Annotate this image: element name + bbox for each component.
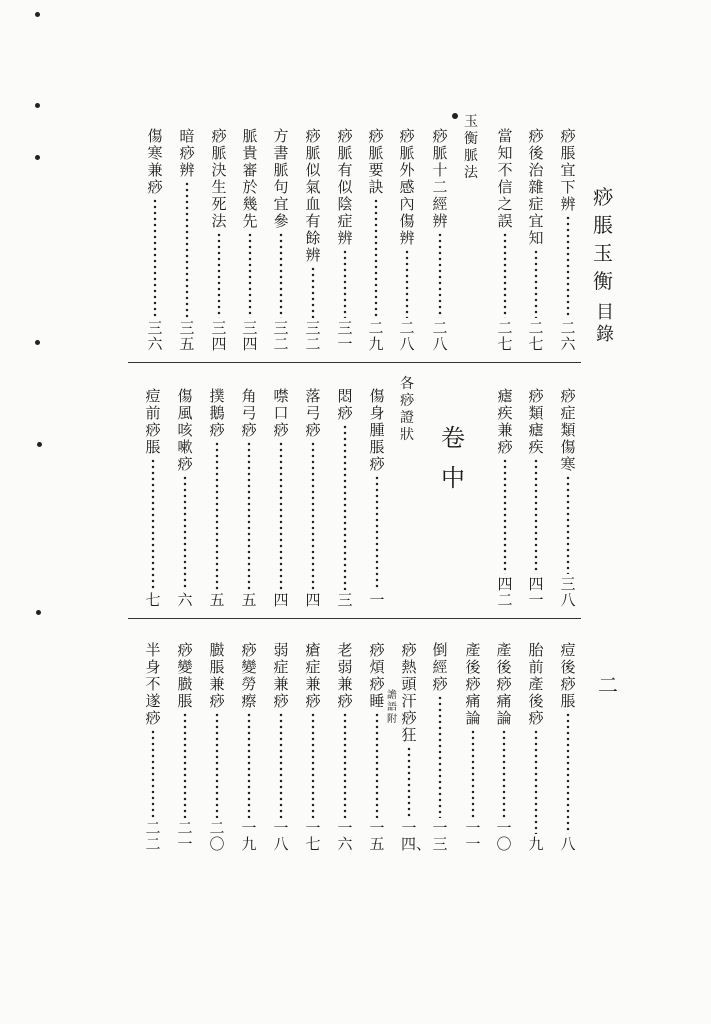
leader-dots	[247, 712, 251, 818]
margin-mark	[35, 155, 40, 160]
toc-entry-page: 六	[177, 591, 193, 609]
toc-entry[interactable]	[427, 128, 453, 352]
toc-entry-title: 暗痧辨	[179, 127, 195, 179]
leader-dots	[153, 198, 157, 318]
leader-dots	[279, 232, 283, 318]
toc-entry-page: 三八	[560, 575, 576, 609]
annotation-note: 譫語附	[387, 690, 397, 725]
toc-entry-title: 痧變臌脹	[177, 641, 193, 710]
toc-entry-page: 一一	[465, 819, 481, 853]
margin-mark	[37, 442, 42, 447]
toc-entry-title: 胎前產後痧	[528, 641, 544, 727]
toc-entry-page: 二九	[368, 319, 384, 353]
toc-entry-title: 瘡症兼痧	[305, 641, 321, 710]
block2-heading: 各痧證狀	[400, 376, 414, 443]
leader-dots	[215, 712, 219, 818]
margin-mark	[35, 103, 40, 108]
toc-entry[interactable]	[140, 642, 166, 852]
divider-bottom	[128, 618, 581, 619]
toc-entry-page: 二七	[528, 319, 544, 353]
toc-entry[interactable]	[427, 642, 453, 852]
leader-dots	[183, 712, 187, 818]
toc-entry-title: 痧變勞瘵	[241, 641, 257, 710]
toc-entry[interactable]	[523, 128, 549, 352]
toc-entry[interactable]	[332, 388, 358, 608]
toc-entry-page: 三二	[305, 319, 321, 353]
leader-dots	[534, 458, 538, 574]
toc-entry[interactable]	[491, 642, 517, 852]
toc-entry[interactable]	[300, 642, 326, 852]
toc-entry[interactable]	[268, 388, 294, 608]
toc-entry-page: 四二	[497, 575, 513, 609]
toc-entry[interactable]	[300, 388, 326, 608]
toc-entry-title: 痧脈十二經辨	[432, 127, 448, 230]
toc-entry[interactable]	[492, 128, 518, 352]
toc-entry-page: 一七	[305, 819, 321, 853]
toc-entry-title: 傷身腫脹痧	[369, 387, 385, 473]
toc-entry[interactable]	[523, 642, 549, 852]
toc-entry-page: 二二	[145, 819, 161, 853]
margin-mark	[36, 610, 41, 615]
leader-dots	[407, 746, 411, 818]
toc-entry-page: 三六	[147, 319, 163, 353]
leader-dots	[217, 232, 221, 318]
toc-entry-title: 痧脈似氣血有餘辨	[305, 127, 321, 264]
toc-entry-page: 三一	[337, 319, 353, 353]
toc-entry[interactable]	[364, 642, 390, 852]
toc-entry-title: 產後痧痛論	[465, 641, 481, 727]
toc-entry-page: 三四	[211, 319, 227, 353]
toc-entry[interactable]	[174, 128, 200, 352]
toc-entry-page: 一六	[337, 819, 353, 853]
leader-dots	[215, 441, 219, 590]
toc-entry-title: 痧脈外感內傷辨	[399, 127, 415, 247]
toc-entry-title: 痧脈有似陰症辨	[337, 127, 353, 247]
toc-entry[interactable]	[140, 388, 166, 608]
toc-entry-title: 噤口痧	[273, 387, 289, 439]
leader-dots	[151, 729, 155, 818]
leader-dots	[343, 249, 347, 318]
toc-entry-title: 痧熱頭汗痧狂	[401, 641, 417, 744]
toc-entry-page: 四	[305, 591, 321, 609]
leader-dots	[534, 729, 538, 834]
leader-dots	[311, 441, 315, 590]
toc-entry-title: 傷風咳嗽痧	[177, 387, 193, 473]
toc-entry-page: 二八	[432, 319, 448, 353]
toc-entry[interactable]	[268, 642, 294, 852]
leader-dots	[247, 441, 251, 590]
toc-entry-title: 痧後治雜症宜知	[528, 127, 544, 247]
toc-entry[interactable]	[460, 642, 486, 852]
leader-dots	[438, 695, 442, 818]
toc-entry-title: 傷寒兼痧	[147, 127, 163, 196]
toc-entry[interactable]	[206, 128, 232, 352]
toc-entry-title: 脈貴審於幾先	[242, 127, 258, 230]
toc-entry-page: 二〇	[209, 819, 225, 853]
toc-entry-title: 痧煩痧睡	[369, 641, 385, 710]
toc-entry[interactable]	[268, 128, 294, 352]
toc-entry-page: 一五	[369, 819, 385, 853]
toc-entry-page: 二八	[399, 319, 415, 353]
page-number: 二	[598, 673, 618, 697]
leader-dots	[375, 475, 379, 590]
toc-entry-title: 當知不信之誤	[497, 127, 513, 230]
leader-dots	[471, 729, 475, 818]
toc-entry[interactable]	[300, 128, 326, 352]
margin-mark	[452, 113, 458, 119]
leader-dots	[503, 232, 507, 318]
margin-mark	[35, 12, 40, 17]
toc-entry-title: 痧類瘧疾	[528, 387, 544, 456]
toc-entry[interactable]	[492, 388, 518, 608]
toc-entry-page: 三四	[242, 319, 258, 353]
leader-dots	[311, 266, 315, 318]
toc-entry[interactable]	[396, 641, 432, 853]
toc-entry[interactable]	[364, 388, 390, 608]
toc-entry-title: 痧症類傷寒	[560, 387, 576, 473]
toc-entry[interactable]	[237, 128, 263, 352]
toc-entry-page: 三五	[179, 319, 195, 353]
toc-entry-title: 產後痧痛論	[496, 641, 512, 727]
toc-entry[interactable]	[332, 128, 358, 352]
toc-entry-page: 一四、	[401, 819, 432, 853]
toc-entry-title: 悶痧	[337, 387, 353, 422]
leader-dots	[503, 458, 507, 574]
toc-entry[interactable]	[172, 642, 198, 852]
toc-entry-title: 臌脹兼痧	[209, 641, 225, 710]
toc-entry-page: 五	[241, 591, 257, 609]
toc-entry-title: 痧脹宜下辨	[560, 127, 576, 213]
divider-top	[128, 362, 581, 363]
leader-dots	[183, 475, 187, 590]
leader-dots	[374, 198, 378, 318]
leader-dots	[566, 215, 570, 318]
toc-entry-page: 八	[560, 835, 576, 853]
toc-entry-title: 痘後痧脹	[560, 641, 576, 710]
leader-dots	[151, 458, 155, 590]
section-label: 目錄	[596, 302, 614, 345]
toc-entry[interactable]	[523, 388, 549, 608]
toc-entry-title: 倒經痧	[432, 641, 448, 693]
leader-dots	[405, 249, 409, 318]
toc-entry-page: 一三	[432, 819, 448, 853]
leader-dots	[279, 712, 283, 818]
toc-entry-page: 四一	[528, 575, 544, 609]
block1-heading: 玉衡脈法	[464, 114, 478, 181]
leader-dots	[375, 712, 379, 818]
toc-entry-title: 弱症兼痧	[273, 641, 289, 710]
leader-dots	[279, 441, 283, 590]
toc-entry-page: 七	[145, 591, 161, 609]
toc-entry-title: 痘前痧脹	[145, 387, 161, 456]
toc-entry-page: 四	[273, 591, 289, 609]
leader-dots	[438, 232, 442, 318]
toc-entry-title: 老弱兼痧	[337, 641, 353, 710]
toc-entry-page: 一九	[241, 819, 257, 853]
leader-dots	[566, 712, 570, 834]
toc-entry[interactable]	[142, 128, 168, 352]
toc-entry-title: 痧脈要訣	[368, 127, 384, 196]
toc-entry-title: 撲鵝痧	[209, 387, 225, 439]
toc-entry-page: 五	[209, 591, 225, 609]
toc-entry[interactable]	[204, 388, 230, 608]
toc-entry-page: 二六	[560, 319, 576, 353]
leader-dots	[502, 729, 506, 818]
toc-entry[interactable]	[394, 128, 420, 352]
toc-entry-title: 方書脈句宜參	[273, 127, 289, 230]
toc-entry-title: 痧脈決生死法	[211, 127, 227, 230]
toc-entry[interactable]	[555, 128, 581, 352]
toc-entry[interactable]	[236, 388, 262, 608]
leader-dots	[311, 712, 315, 818]
leader-dots	[343, 712, 347, 818]
toc-entry-page: 一	[369, 591, 385, 609]
book-title: 痧脹玉衡	[593, 185, 613, 293]
volume-title: 卷中	[441, 424, 465, 492]
toc-entry-title: 角弓痧	[241, 387, 257, 439]
toc-entry-page: 二七	[497, 319, 513, 353]
toc-entry-title: 半身不遂痧	[145, 641, 161, 727]
toc-entry-page: 一八	[273, 819, 289, 853]
toc-entry[interactable]	[236, 642, 262, 852]
toc-entry-page: 三二	[273, 319, 289, 353]
leader-dots	[185, 181, 189, 318]
toc-entry[interactable]	[555, 388, 581, 608]
leader-dots	[343, 424, 347, 590]
margin-mark	[35, 340, 40, 345]
toc-entry-page: 二一	[177, 819, 193, 853]
toc-entry-title: 瘧疾兼痧	[497, 387, 513, 456]
toc-entry-page: 九	[528, 835, 544, 853]
leader-dots	[534, 249, 538, 318]
toc-entry[interactable]	[363, 128, 389, 352]
toc-entry-page: 三	[337, 591, 353, 609]
toc-entry[interactable]	[172, 388, 198, 608]
toc-entry[interactable]	[204, 642, 230, 852]
leader-dots	[566, 475, 570, 574]
toc-entry[interactable]	[555, 642, 581, 852]
leader-dots	[248, 232, 252, 318]
toc-entry[interactable]	[332, 642, 358, 852]
toc-entry-title: 落弓痧	[305, 387, 321, 439]
toc-entry-page: 一〇	[496, 819, 512, 853]
